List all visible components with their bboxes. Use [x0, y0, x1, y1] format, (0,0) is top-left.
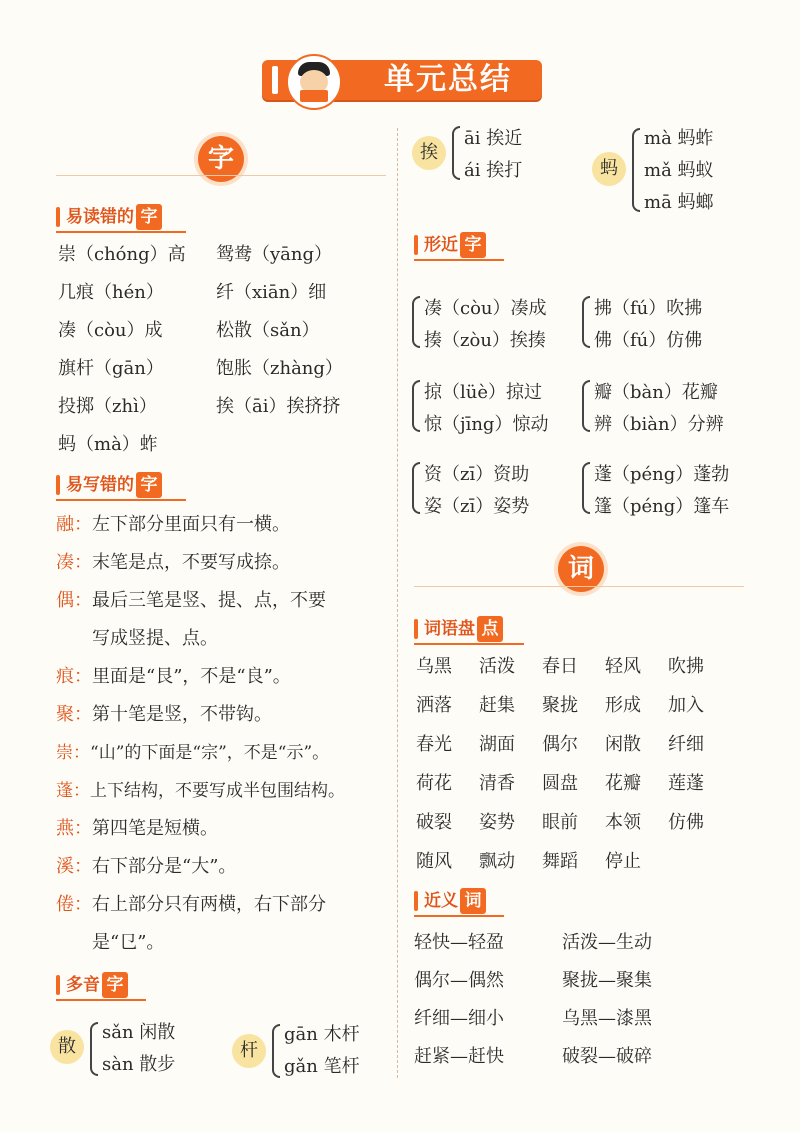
header-accent-bar — [272, 66, 278, 94]
word: 姿势 — [479, 812, 515, 833]
section-ci-badge: 词 — [558, 546, 604, 592]
synonym-pair: 活泼—生动 — [562, 932, 652, 953]
yidu-item: 纤（xiān）细 — [216, 282, 327, 303]
jinyi-label: 近义 词 — [414, 888, 486, 914]
brace — [632, 128, 640, 212]
word: 仿佛 — [668, 812, 704, 833]
yidu-item: 鸳鸯（yāng） — [216, 244, 333, 265]
word: 春光 — [416, 734, 452, 755]
word: 舞蹈 — [542, 851, 578, 872]
similar-char: 凑（còu）凑成 — [424, 298, 547, 319]
yidu-label: 易读错的 字 — [56, 204, 162, 230]
word: 轻风 — [605, 656, 641, 677]
brace — [582, 462, 590, 514]
polyphone-reading: sǎn 闲散 — [102, 1022, 176, 1043]
yixie-item: 聚：第十笔是竖，不带钩。 — [56, 704, 272, 725]
yidu-item: 几痕（hén） — [58, 282, 164, 303]
word: 飘动 — [479, 851, 515, 872]
yixie-item: 燕：第四笔是短横。 — [56, 818, 218, 839]
polyphone-char: 杆 — [232, 1034, 266, 1068]
word: 随风 — [416, 851, 452, 872]
polyphone-char: 蚂 — [592, 152, 626, 186]
synonym-pair: 纤细—细小 — [414, 1008, 504, 1029]
polyphone-reading: mǎ 蚂蚁 — [644, 160, 714, 181]
synonym-pair: 聚拢—聚集 — [562, 970, 652, 991]
word: 闲散 — [605, 734, 641, 755]
similar-char: 佛（fú）仿佛 — [594, 330, 703, 351]
polyphone-reading: gān 木杆 — [284, 1024, 360, 1045]
unit-summary-header — [262, 60, 542, 100]
yixie-item-cont: 是“㔾”。 — [92, 932, 165, 953]
synonym-pair: 破裂—破碎 — [562, 1046, 652, 1067]
word: 活泼 — [479, 656, 515, 677]
polyphone-reading: mà 蚂蚱 — [644, 128, 714, 149]
word: 吹拂 — [668, 656, 704, 677]
yixie-item-cont: 写成竖提、点。 — [92, 628, 218, 649]
word: 赶集 — [479, 695, 515, 716]
yixie-item: 崇：“山”的下面是“宗”，不是“示”。 — [56, 743, 330, 763]
word: 偶尔 — [542, 734, 578, 755]
yidu-item: 旗杆（gān） — [58, 358, 164, 379]
word: 湖面 — [479, 734, 515, 755]
similar-char: 资（zī）资助 — [424, 464, 530, 485]
word: 清香 — [479, 773, 515, 794]
synonym-pair: 乌黑—漆黑 — [562, 1008, 652, 1029]
ciyu-label: 词语盘 点 — [414, 616, 503, 642]
polyphone-reading: gǎn 笔杆 — [284, 1056, 360, 1077]
word: 洒落 — [416, 695, 452, 716]
yidu-item: 挨（āi）挨挤挤 — [216, 396, 341, 417]
yixie-item: 偶：最后三笔是竖、提、点，不要 — [56, 590, 326, 611]
yixie-item: 倦：右上部分只有两横，右下部分 — [56, 894, 326, 915]
similar-char: 姿（zī）姿势 — [424, 496, 530, 517]
brace — [582, 380, 590, 432]
yixie-item: 凑：末笔是点，不要写成捺。 — [56, 552, 290, 573]
section-zi-rule — [56, 175, 386, 176]
polyphone-char: 挨 — [412, 136, 446, 170]
similar-char: 辨（biàn）分辨 — [594, 414, 724, 435]
word: 破裂 — [416, 812, 452, 833]
similar-char: 篷（péng）篷车 — [594, 496, 730, 517]
similar-char: 瓣（bàn）花瓣 — [594, 382, 718, 403]
word: 眼前 — [542, 812, 578, 833]
synonym-pair: 轻快—轻盈 — [414, 932, 504, 953]
similar-char: 蓬（péng）蓬勃 — [594, 464, 730, 485]
yidu-item: 饱胀（zhàng） — [216, 358, 343, 379]
polyphone-reading: ái 挨打 — [464, 160, 523, 181]
polyphone-char: 散 — [50, 1030, 84, 1064]
brace — [452, 126, 460, 180]
word: 荷花 — [416, 773, 452, 794]
duoyin-label: 多音 字 — [56, 972, 128, 998]
polyphone-reading: mā 蚂螂 — [644, 192, 714, 213]
brace — [582, 296, 590, 348]
word: 聚拢 — [542, 695, 578, 716]
yidu-item: 崇（chóng）高 — [58, 244, 186, 265]
yixie-item: 蓬：上下结构，不要写成半包围结构。 — [56, 781, 345, 801]
yidu-item: 蚂（mà）蚱 — [58, 434, 158, 455]
word: 莲蓬 — [668, 773, 704, 794]
yidu-item: 投掷（zhì） — [58, 396, 157, 417]
polyphone-reading: āi 挨近 — [464, 128, 523, 149]
word: 春日 — [542, 656, 578, 677]
yidu-item: 松散（sǎn） — [216, 320, 320, 341]
brace — [272, 1024, 280, 1078]
brace — [412, 462, 420, 514]
xingjin-label: 形近 字 — [414, 232, 486, 258]
word: 加入 — [668, 695, 704, 716]
synonym-pair: 赶紧—赶快 — [414, 1046, 504, 1067]
word: 本领 — [605, 812, 641, 833]
word: 形成 — [605, 695, 641, 716]
word: 圆盘 — [542, 773, 578, 794]
column-divider — [397, 128, 399, 1078]
yidu-item: 凑（còu）成 — [58, 320, 163, 341]
similar-char: 揍（zòu）挨揍 — [424, 330, 546, 351]
word: 停止 — [605, 851, 641, 872]
yixie-item: 融：左下部分里面只有一横。 — [56, 514, 290, 535]
polyphone-reading: sàn 散步 — [102, 1054, 176, 1075]
word: 纤细 — [668, 734, 704, 755]
reading-child-icon — [286, 54, 342, 110]
word: 花瓣 — [605, 773, 641, 794]
yixie-item: 溪：右下部分是“大”。 — [56, 856, 237, 877]
synonym-pair: 偶尔—偶然 — [414, 970, 504, 991]
similar-char: 惊（jīng）惊动 — [424, 414, 549, 435]
page-title: 单元总结 — [384, 62, 512, 97]
word: 乌黑 — [416, 656, 452, 677]
similar-char: 拂（fú）吹拂 — [594, 298, 703, 319]
brace — [412, 380, 420, 432]
similar-char: 掠（lüè）掠过 — [424, 382, 543, 403]
yixie-label: 易写错的 字 — [56, 472, 162, 498]
section-ci-rule — [414, 586, 744, 587]
brace — [90, 1022, 98, 1076]
yixie-item: 痕：里面是“艮”，不是“良”。 — [56, 666, 291, 687]
section-zi-badge: 字 — [198, 136, 244, 182]
brace — [412, 296, 420, 348]
